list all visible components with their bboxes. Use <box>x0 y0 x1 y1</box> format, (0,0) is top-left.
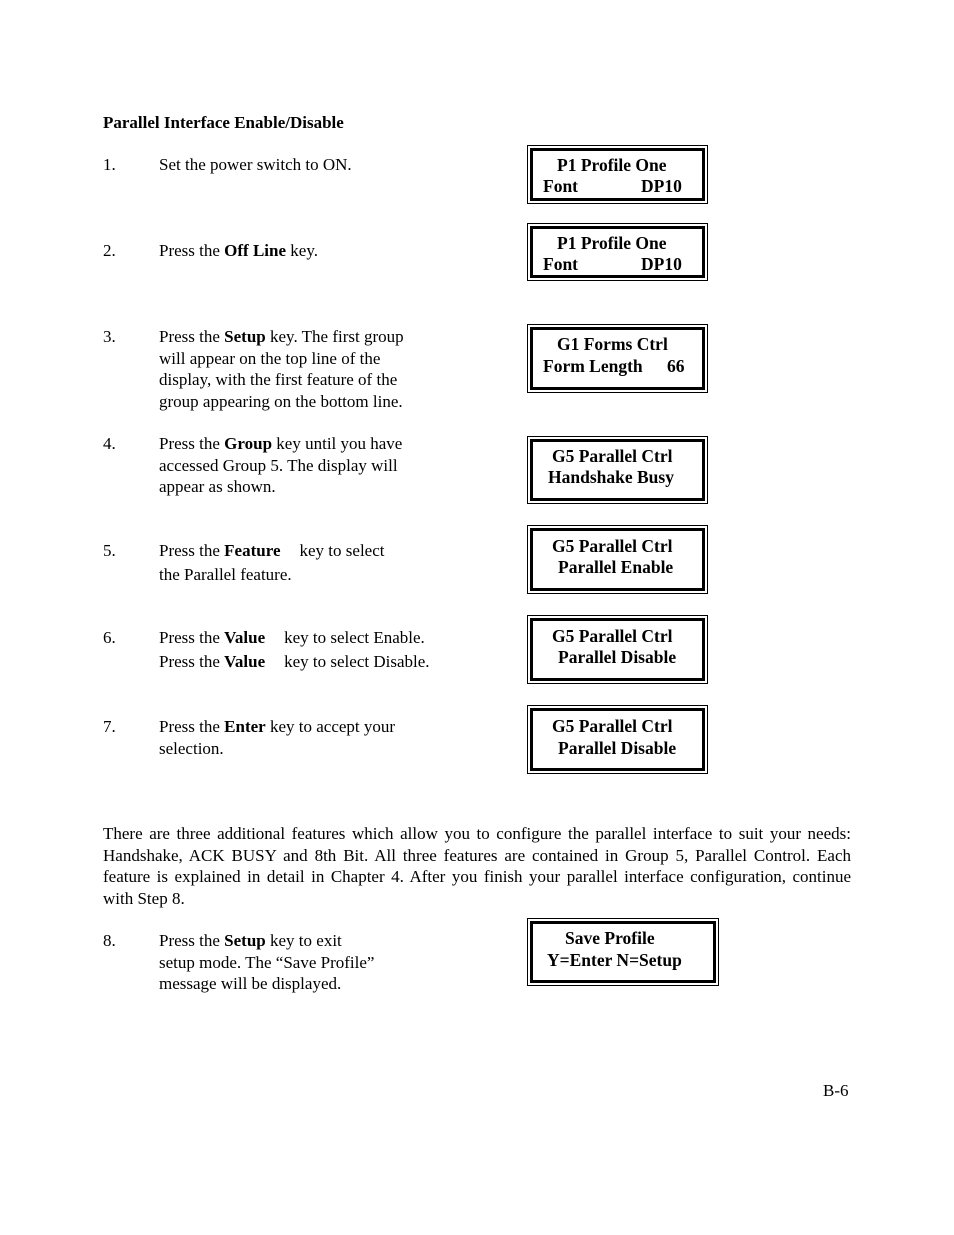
lcd-display-8 <box>527 918 719 986</box>
key-name: Setup <box>224 931 266 950</box>
step-text: Set the power switch to ON. <box>159 155 352 174</box>
lcd-line-2: Font <box>543 176 578 196</box>
lcd-line-2: Form Length <box>543 356 643 376</box>
step-text: Press the Group key until you have accessed Group 5. The display will appear as shown. <box>159 434 403 496</box>
body-paragraph: There are three additional features which allow you to configure the parallel interface to suit your needs: Handshake, ACK BUSY and 8th Bit. All three features are contained in Group 5, Parallel Control. Each feature is explained in detail in Chapter 4. After you finish your parallel interface configuration, continue with Step 8. <box>103 824 851 908</box>
lcd-display-4 <box>527 436 708 504</box>
step-text: Press the Setup key to exit setup mode. The “Save Profile” message will be displayed. <box>159 931 375 993</box>
lcd-line-2-value: 66 <box>667 356 685 376</box>
step-number: 8. <box>103 931 116 950</box>
step-text: Press the Value key to select Enable. Press the Value key to select Disable. <box>159 628 430 671</box>
step-text: Press the Feature key to select the Parallel feature. <box>159 541 385 584</box>
step-number: 3. <box>103 327 116 346</box>
lcd-display-5 <box>527 525 708 594</box>
lcd-line-2: Y=Enter N=Setup <box>547 950 682 970</box>
step-text: Press the Enter key to accept your selection. <box>159 717 396 758</box>
key-name: Feature <box>224 541 281 560</box>
lcd-line-2: Font <box>543 254 578 274</box>
lcd-line-2: Parallel Disable <box>558 738 677 758</box>
lcd-line-1: G5 Parallel Ctrl <box>552 446 673 466</box>
step-number: 5. <box>103 541 116 560</box>
lcd-line-1: G5 Parallel Ctrl <box>552 536 673 556</box>
lcd-display-1 <box>527 145 708 204</box>
step-number: 4. <box>103 434 116 453</box>
step-number: 2. <box>103 241 116 260</box>
key-name: Value <box>224 628 266 647</box>
lcd-line-1: G1 Forms Ctrl <box>557 334 668 354</box>
lcd-display-6 <box>527 615 708 684</box>
lcd-line-2-value: DP10 <box>641 254 682 274</box>
lcd-line-2: Parallel Disable <box>558 647 677 667</box>
lcd-line-1: Save Profile <box>565 928 655 948</box>
step-text: Press the Setup key. The first group will appear on the top line of the display, with the first feature of the group appearing on the bottom line. <box>159 327 404 411</box>
key-name: Enter <box>224 717 266 736</box>
lcd-line-1: P1 Profile One <box>557 155 667 175</box>
lcd-line-1: G5 Parallel Ctrl <box>552 626 673 646</box>
step-number: 6. <box>103 628 116 647</box>
step-text: Press the Off Line key. <box>159 241 318 260</box>
lcd-line-1: G5 Parallel Ctrl <box>552 716 673 736</box>
step-number: 7. <box>103 717 116 736</box>
lcd-display-2 <box>527 223 708 281</box>
page-number: B-6 <box>823 1081 849 1100</box>
lcd-line-2: Parallel Enable <box>558 557 674 577</box>
key-name: Setup <box>224 327 266 346</box>
lcd-line-2: Handshake Busy <box>548 467 674 487</box>
section-heading: Parallel Interface Enable/Disable <box>103 113 344 132</box>
key-name: Group <box>224 434 273 453</box>
lcd-line-2-value: DP10 <box>641 176 682 196</box>
lcd-display-7 <box>527 705 708 774</box>
key-name: Off Line <box>224 241 287 260</box>
key-name: Value <box>224 651 266 671</box>
step-number: 1. <box>103 155 116 174</box>
lcd-line-1: P1 Profile One <box>557 233 667 253</box>
lcd-display-3 <box>527 324 708 393</box>
